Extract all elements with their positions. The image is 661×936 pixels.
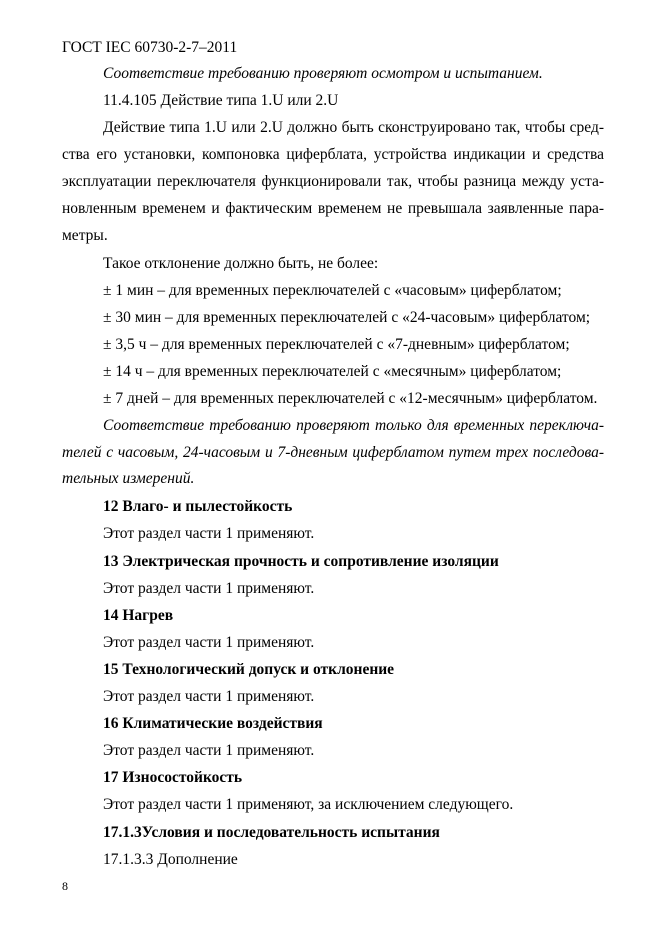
list-item: ± 7 дней – для временных переключателей с «12-месячным» циферблатом. [103, 390, 598, 407]
list-item: ± 14 ч – для временных переключателей с «месячным» циферблатом; [103, 363, 562, 380]
list-item: ± 1 мин – для временных переключателей с «часовым» циферблатом; [103, 282, 562, 299]
list-item: ± 3,5 ч – для временных переключателей с «7-дневным» циферблатом; [103, 336, 570, 353]
paragraph-line: метры. [62, 227, 108, 244]
section-text: Этот раздел части 1 применяют. [103, 634, 315, 651]
page-number: 8 [62, 879, 68, 893]
section-title-17: 17 Износостойкость [103, 769, 243, 786]
section-text: Этот раздел части 1 применяют. [103, 742, 315, 759]
section-text: Этот раздел части 1 применяют, за исключением следующего. [103, 796, 514, 813]
list-item: ± 30 мин – для временных переключателей с «24-часовым» циферблатом; [103, 309, 591, 326]
clause-title-17-1-3-3: 17.1.3.3 Дополнение [103, 851, 238, 868]
paragraph-line: ства его установки, компоновка циферблата, устройства индикации и средства [62, 146, 604, 163]
paragraph-line: эксплуатации переключателя функционировали так, чтобы разница между уста- [62, 173, 604, 190]
deviation-intro: Такое отклонение должно быть, не более: [103, 255, 379, 272]
paragraph-line: новленным временем и фактическим временем не превышала заявленные пара- [62, 200, 604, 217]
document-header: ГОСТ IEC 60730-2-7–2011 [62, 39, 238, 56]
clause-title-17-1-3: 17.1.3Условия и последовательность испытания [103, 824, 440, 841]
section-text: Этот раздел части 1 применяют. [103, 525, 315, 542]
conformity-statement: Соответствие требованию проверяют осмотром и испытанием. [103, 65, 543, 82]
section-title-13: 13 Электрическая прочность и сопротивление изоляции [103, 553, 499, 570]
paragraph-line: тельных измерений. [62, 470, 195, 487]
section-title-16: 16 Климатические воздействия [103, 715, 323, 732]
section-title-12: 12 Влаго- и пылестойкость [103, 498, 293, 515]
paragraph-line: телей с часовым, 24-часовым и 7-дневным циферблатом путем трех последова- [62, 444, 604, 461]
paragraph-line: Соответствие требованию проверяют только для временных переключа- [103, 417, 604, 434]
clause-title-11-4-105: 11.4.105 Действие типа 1.U или 2.U [103, 92, 339, 109]
section-title-15: 15 Технологический допуск и отклонение [103, 661, 395, 678]
section-text: Этот раздел части 1 применяют. [103, 688, 315, 705]
paragraph-line: Действие типа 1.U или 2.U должно быть сконструировано так, чтобы сред- [103, 119, 604, 136]
section-text: Этот раздел части 1 применяют. [103, 580, 315, 597]
section-title-14: 14 Нагрев [103, 607, 174, 624]
